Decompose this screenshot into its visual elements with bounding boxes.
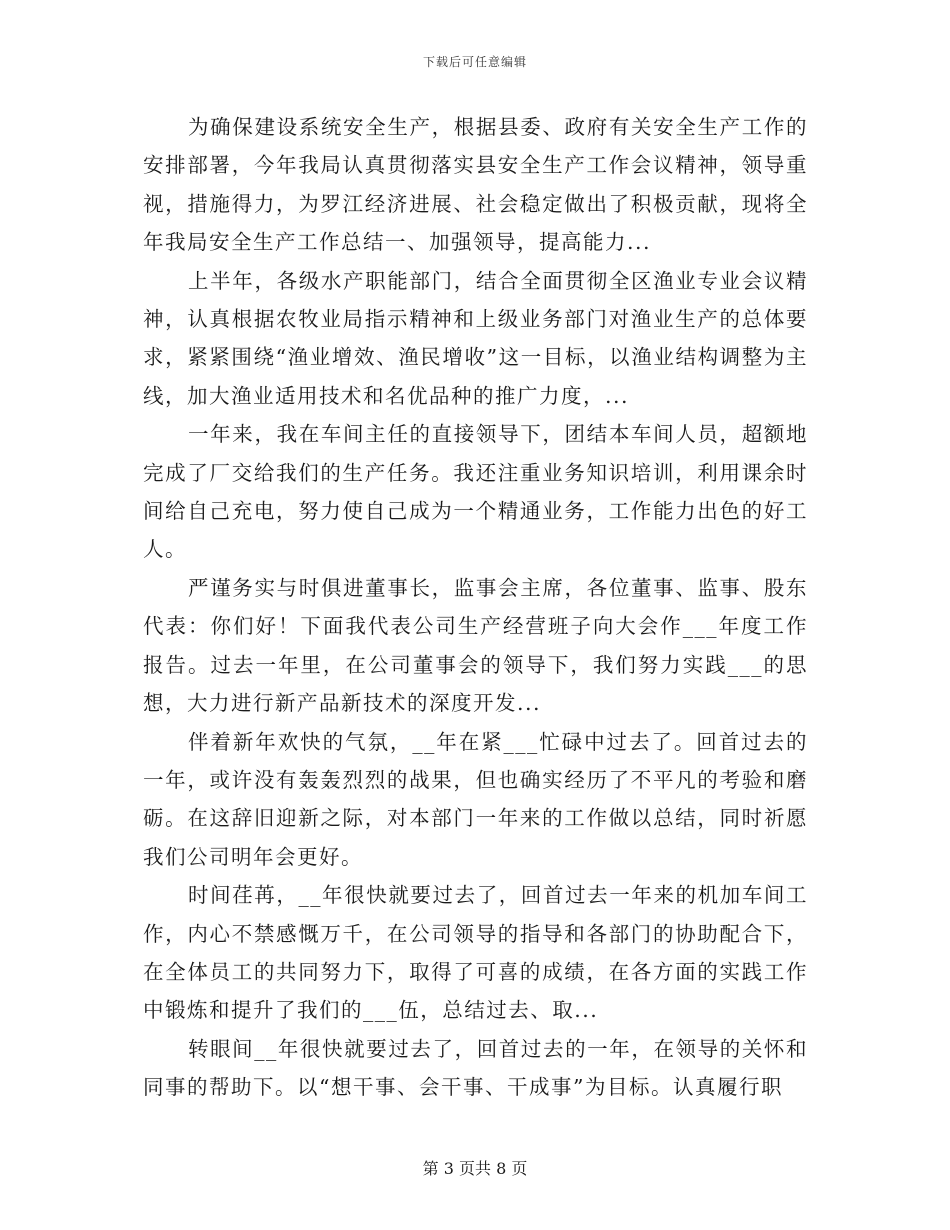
paragraph-2: 上半年，各级水产职能部门，结合全面贯彻全区渔业专业会议精神，认真根据农牧业局指示精神和上级业务部门对渔业生产的总体要求，紧紧围绕“渔业增效、渔民增收”这一目标，以渔业结构调整为主线，加大渔业适用技术和名优品种的推广力度，...: [143, 268, 808, 408]
page-footer: 第 3 页共 8 页: [422, 1159, 528, 1178]
document-body: [143, 108, 808, 1107]
paragraph-5: 伴着新年欢快的气氛，__年在紧___忙碌中过去了。回首过去的一年，或许没有轰轰烈烈的战果，但也确实经历了不平凡的考验和磨砺。在这辞旧迎新之际，对本部门一年来的工作做以总结，同时祈愿我们公司明年会更好。: [143, 729, 808, 869]
paragraph-1: 为确保建设系统安全生产，根据县委、政府有关安全生产工作的安排部署，今年我局认真贯彻落实县安全生产工作会议精神，领导重视，措施得力，为罗江经济进展、社会稳定做出了积极贡献，现将全年我局安全生产工作总结一、加强领导，提高能力...: [143, 115, 808, 255]
paragraph-7: 转眼间__年很快就要过去了，回首过去的一年，在领导的关怀和同事的帮助下。以“想干事、会干事、干成事”为目标。认真履行职: [143, 1036, 808, 1100]
paragraph-3: 一年来，我在车间主任的直接领导下，团结本车间人员，超额地完成了厂交给我们的生产任务。我还注重业务知识培训，利用课余时间给自己充电，努力使自己成为一个精通业务，工作能力出色的好工人。: [143, 422, 808, 562]
paragraph-4: 严谨务实与时俱进董事长，监事会主席，各位董事、监事、股东代表：你们好！下面我代表公司生产经营班子向大会作___年度工作报告。过去一年里，在公司董事会的领导下，我们努力实践___的思想，大力进行新产品新技术的深度开发...: [143, 575, 808, 716]
paragraph-6: 时间荏苒，__年很快就要过去了，回首过去一年来的机加车间工作，内心不禁感慨万千，在公司领导的指导和各部门的协助配合下，在全体员工的共同努力下，取得了可喜的成绩，在各方面的实践工作中锻炼和提升了我们的___伍，总结过去、取...: [143, 883, 808, 1023]
page-header: 下载后可任意编辑: [422, 55, 527, 69]
